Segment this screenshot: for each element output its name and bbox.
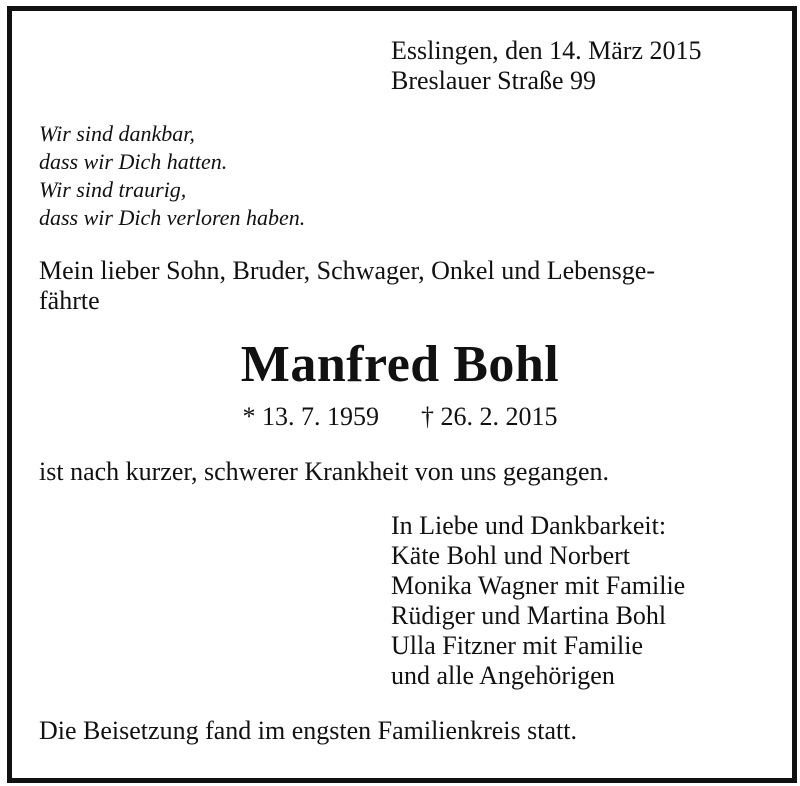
mourners-list [391, 511, 685, 691]
birth-date: * 13. 7. 1959 [242, 402, 379, 431]
life-dates [0, 402, 800, 432]
place-date: Esslingen, den 14. März 2015 [391, 36, 702, 65]
poem-line: dass wir Dich hatten. [39, 149, 228, 174]
mourners-heading: In Liebe und Dankbarkeit: [391, 511, 667, 540]
death-date: † 26. 2. 2015 [421, 402, 558, 431]
intro-text [39, 256, 754, 316]
poem [39, 120, 305, 232]
mourner-name: Rüdiger und Martina Bohl [391, 601, 667, 630]
address: Breslauer Straße 99 [391, 66, 597, 95]
mourner-name: Monika Wagner mit Familie [391, 571, 686, 600]
poem-line: Wir sind traurig, [39, 177, 187, 202]
funeral-note: Die Beisetzung fand im engsten Familienkreis statt. [39, 716, 577, 745]
mourner-name: Käte Bohl und Norbert [391, 541, 631, 570]
poem-line: Wir sind dankbar, [39, 121, 195, 146]
mourner-name: und alle Angehörigen [391, 661, 615, 690]
passing-text: ist nach kurzer, schwerer Krankheit von uns gegangen. [39, 457, 610, 486]
poem-line: dass wir Dich verloren haben. [39, 205, 306, 230]
intro-line: fährte [39, 286, 100, 315]
intro-line: Mein lieber Sohn, Bruder, Schwager, Onkel und Lebensge- [39, 256, 655, 285]
deceased-name: Manfred Bohl [240, 336, 560, 393]
mourner-name: Ulla Fitzner mit Familie [391, 631, 644, 660]
notice-header [391, 36, 702, 96]
